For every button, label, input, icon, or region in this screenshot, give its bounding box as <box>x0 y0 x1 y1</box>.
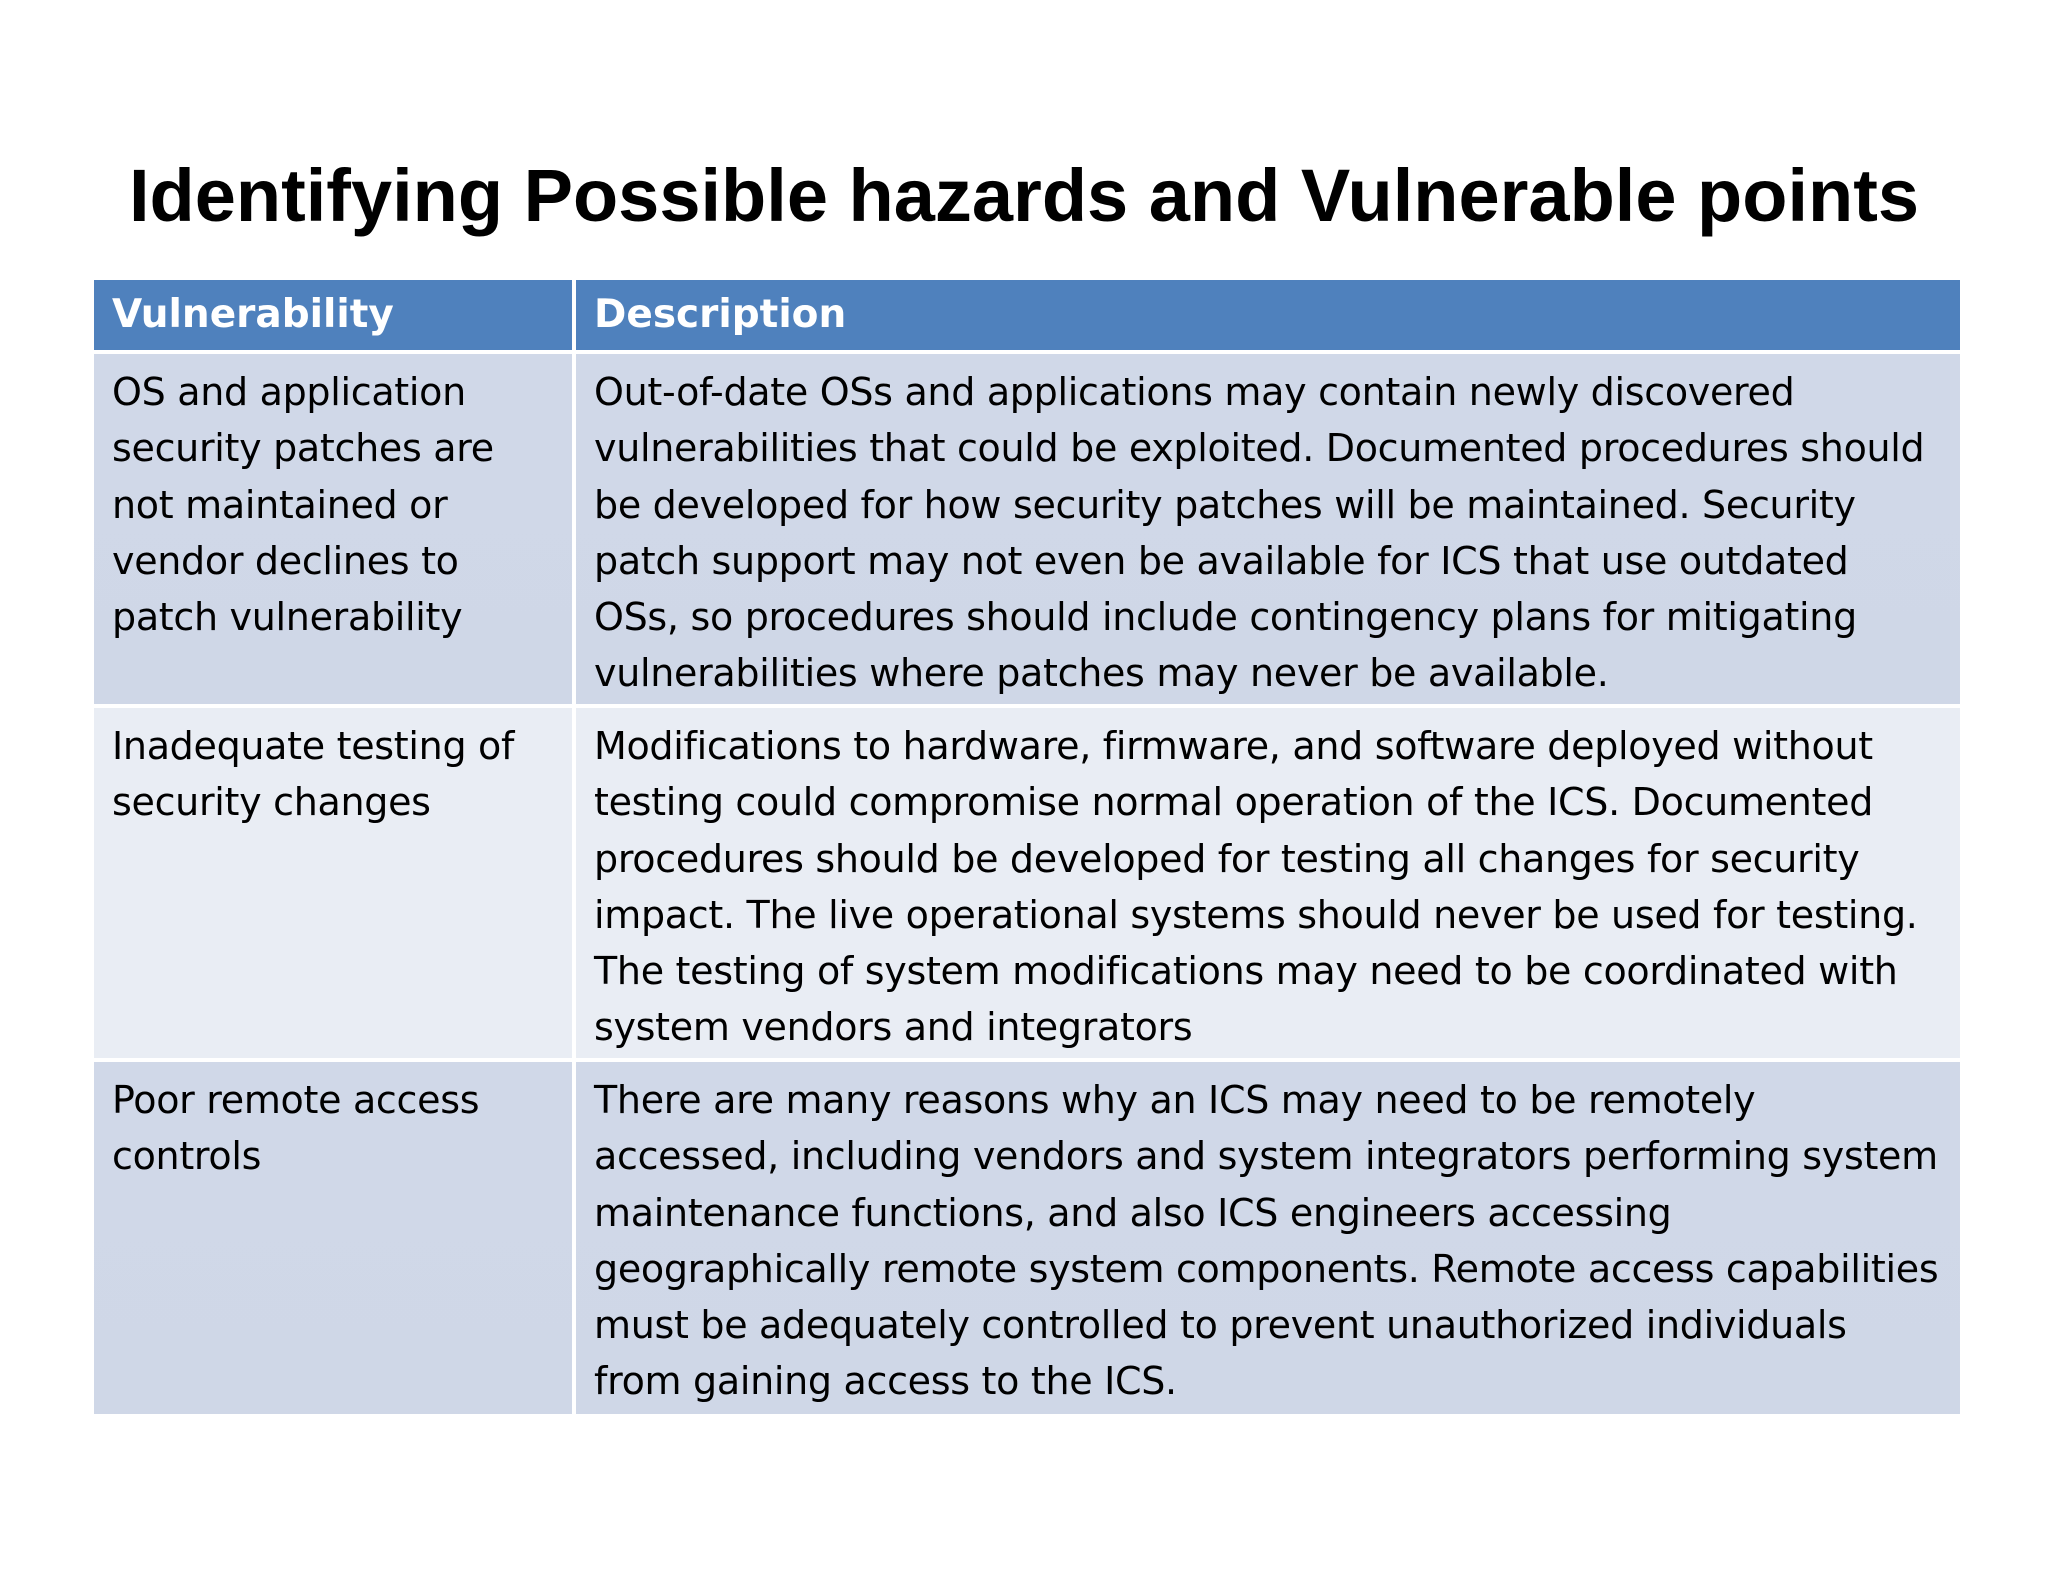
table-row <box>94 706 1960 1060</box>
slide-title: Identifying Possible hazards and Vulnerable points <box>128 154 1920 237</box>
description-cell: Modifications to hardware, firmware, and software deployed without testing could compromise normal operation of the ICS. Documented procedures should be developed for testing all changes for security impact. The live operational systems should never be used for testing. The testing of system modifications may need to be coordinated with system vendors and integrators <box>574 706 1960 1060</box>
vulnerability-table <box>94 280 1960 1414</box>
vulnerability-cell: OS and application security patches are not maintained or vendor declines to patch vulnerability <box>94 352 574 706</box>
vulnerability-cell: Poor remote access controls <box>94 1060 574 1414</box>
table-header-row <box>94 280 1960 352</box>
table-row <box>94 352 1960 706</box>
header-description: Description <box>574 280 1960 352</box>
header-vulnerability: Vulnerability <box>94 280 574 352</box>
description-cell: Out-of-date OSs and applications may contain newly discovered vulnerabilities that could be exploited. Documented procedures should be developed for how security patches will be maintained. Security patch support may not even be available for ICS that use outdated OSs, so procedures should include contingency plans for mitigating vulnerabilities where patches may never be available. <box>574 352 1960 706</box>
description-cell: There are many reasons why an ICS may need to be remotely accessed, including vendors and system integrators performing system maintenance functions, and also ICS engineers accessing geographically remote system components. Remote access capabilities must be adequately controlled to prevent unauthorized individuals from gaining access to the ICS. <box>574 1060 1960 1414</box>
vulnerability-cell: Inadequate testing of security changes <box>94 706 574 1060</box>
table-row <box>94 1060 1960 1414</box>
